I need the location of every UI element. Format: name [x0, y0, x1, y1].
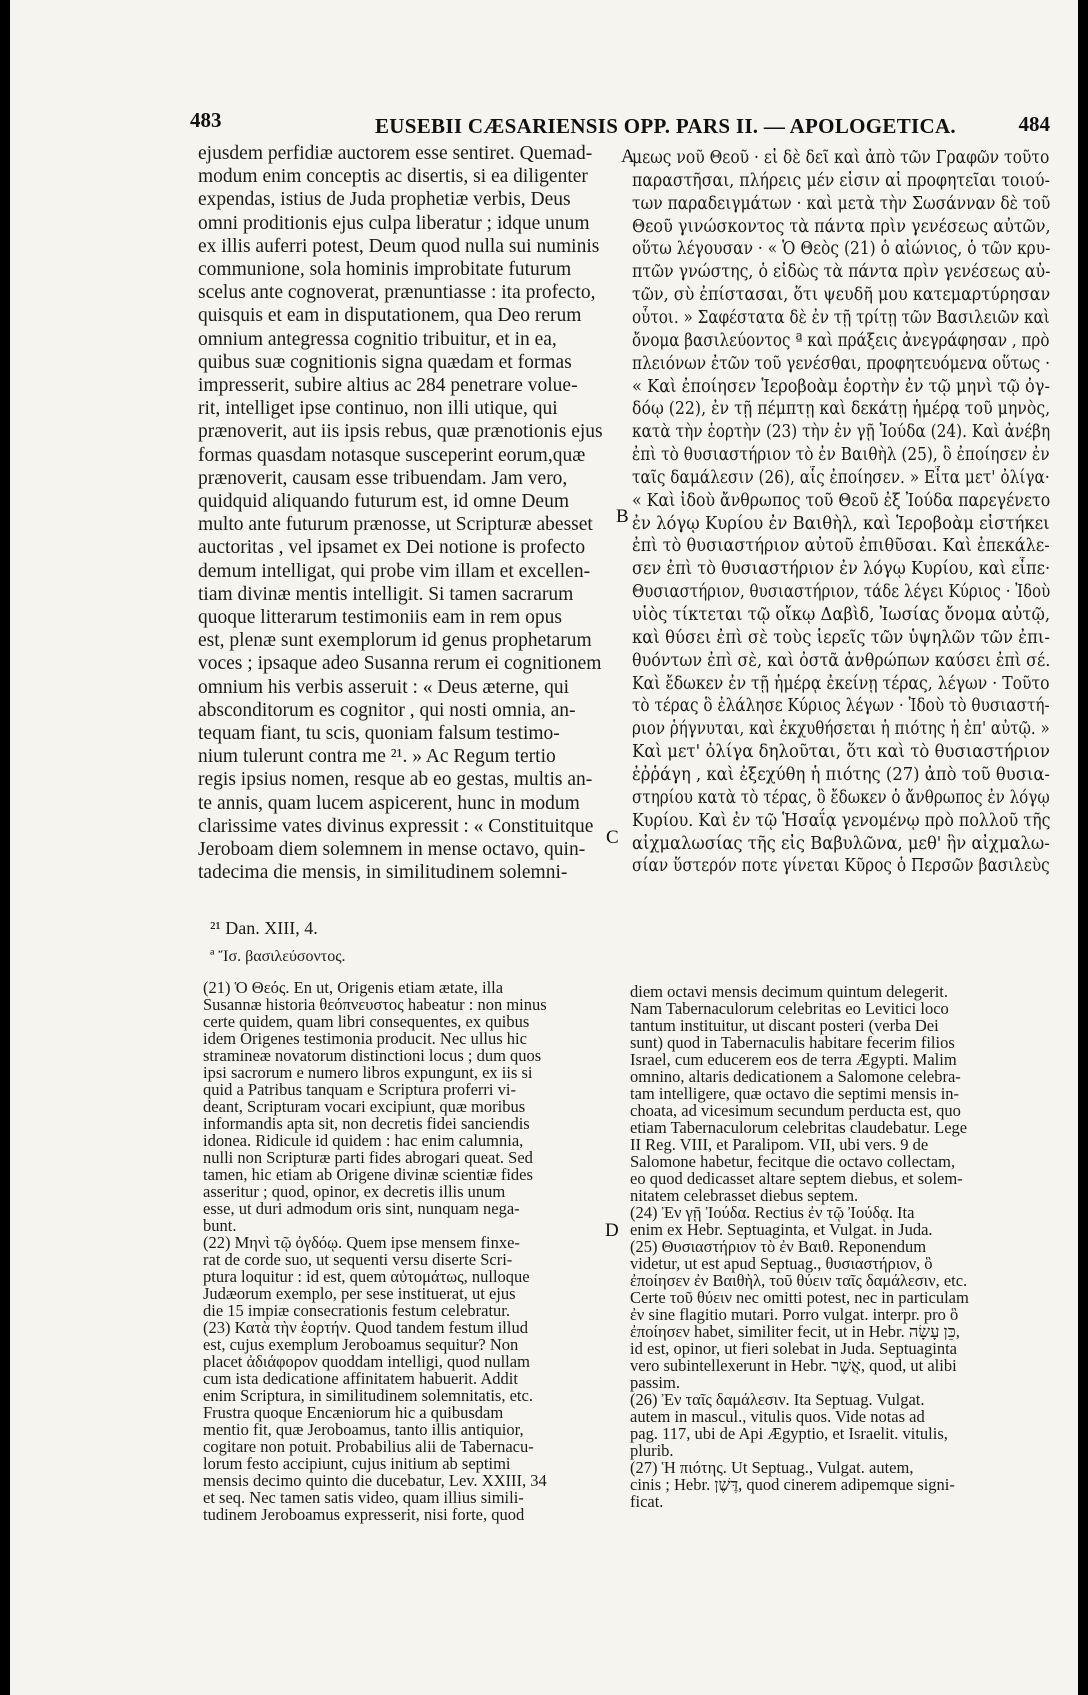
footnote-ref-dan: ²¹ Dan. XIII, 4. [210, 918, 318, 938]
note-line: cogitare non potuit. Probabilius alii de Tabernacu- [203, 1437, 534, 1456]
latin-text-line: communione, sola hominis improbitate futurum [198, 259, 572, 280]
greek-text-line: μεως νοῦ Θεοῦ · εἰ δὲ δεῖ καὶ ἀπὸ τῶν Γραφῶν τοῦτο [632, 148, 1050, 168]
note-line: certe quidem, quam libri consequentes, ex quibus [203, 1012, 530, 1031]
latin-text-line: omni proditionis ejus culpa liberatur ; idque unum [198, 212, 590, 234]
note-line: Judæorum exemplo, per sese instituerat, ut ejus [203, 1284, 516, 1303]
note-line: (27) Ἡ πιότης. Ut Septuag., Vulgat. autem, [630, 1458, 914, 1477]
note-line: informandis apta sit, non decretis fidei sanciendis [203, 1114, 530, 1133]
greek-text-line: Θεοῦ γινώσκοντος τὰ πάντα πρὶν γενέσεως αὐτῶν, [632, 216, 1051, 237]
note-line: enim Scriptura, in similitudinem solemnitatis, etc. [203, 1386, 533, 1405]
note-line: plurib. [630, 1441, 674, 1460]
note-line: pag. 117, ubi de Api Ægyptio, et Israelit. vitulis, [630, 1424, 948, 1443]
latin-text-line: voces ; ipsaque adeo Susanna rerum ei cognitionem [198, 653, 602, 675]
greek-text-line: Κυρίου. Καὶ ἐν τῷ Ἡσαΐᾳ γενομένῳ πρὸ πολλοῦ τῆς [632, 810, 1051, 831]
greek-text-line: ἐν λόγῳ Κυρίου ἐν Βαιθὴλ, καὶ Ἱεροβοὰμ εἱστήκει [632, 513, 1050, 534]
latin-text-line: quoque litterarum testimoniis eam in rem opus [198, 607, 562, 628]
greek-text-line: ἐπὶ τὸ θυσιαστήριον αὐτοῦ ἐπιθῦσαι. Καὶ ἐπεκάλε- [632, 536, 1050, 557]
left-page-number: 483 [190, 108, 222, 132]
note-line: Susannæ historia θεόπνευστος habeatur : non minus [203, 995, 547, 1014]
note-line: asseritur ; quod, opinor, ex decretis illis unum [203, 1182, 506, 1201]
note-line: esse, ut duri admodum oris sint, nunquam nega- [203, 1199, 520, 1218]
greek-text-line: « Καὶ ἐποίησεν Ἱεροβοὰμ ἑορτὴν ἐν τῷ μηνὶ τῷ ὀγ- [632, 376, 1050, 397]
greek-text-line: ἐπὶ τὸ θυσιαστήριον τὸ ἐν Βαιθὴλ (25), ὃ ἐποίησεν ἐν [632, 445, 1050, 466]
note-line: ptura loquitur : id est, quem αὐτομάτως, nulloque [203, 1267, 530, 1286]
greek-text-line: αἰχμαλωσίας τῆς εἰς Βαβυλῶνα, μεθ' ἣν αἰχμαλω- [632, 833, 1050, 854]
latin-text-line: te annis, quam lucem aspicerent, hunc in modum [198, 792, 580, 814]
note-line: vero subintellexerunt in Hebr. אֲשֶׁר, quod, ut alibi [630, 1356, 957, 1375]
latin-text-line: auctoritas , vel ipsamet ex Dei notione is profecto [198, 537, 586, 559]
latin-text-line: formas quasdam notasque susceperint eorum,quæ [198, 444, 586, 466]
latin-text-line: quibus suæ cognitionis signa quædam et formas [198, 351, 572, 373]
note-line: nitatem celebrasset diebus septem. [630, 1186, 859, 1205]
latin-text-line: quidquid aliquando futurum est, id omne Deum [198, 491, 569, 512]
greek-text-line: καὶ θύσει ἐπὶ σὲ τοὺς ἱερεῖς τῶν ὑψηλῶν τῶν ἐπι- [632, 627, 1050, 648]
greek-text-line: Καὶ ἔδωκεν ἐν τῇ ἡμέρᾳ ἐκείνῃ τέρας, λέγων · Τοῦτο [632, 673, 1050, 694]
latin-text-line: multo ante futurum prænosse, ut Scripturæ abesset [198, 514, 593, 536]
greek-text-line: πλειόνων ἐτῶν τοῦ γενέσθαι, προφητευόμενα οὕτως · [632, 353, 1050, 374]
note-line: videtur, ut est apud Septuag., θυσιαστήριον, ὃ [630, 1254, 933, 1273]
latin-text-line: modum enim conceptis ac disertis, si ea diligenter [198, 166, 588, 188]
latin-text-line: quisquis et eam in disputationem, qua Deo rerum [198, 305, 582, 327]
margin-marker-b: B [616, 506, 629, 527]
note-line: etiam Tabernaculorum celebritas claudebatur. Lege [630, 1118, 968, 1137]
latin-text-line: clarissime vates divinus expressit : « Constituitque [198, 815, 594, 837]
note-line: mentio fit, quæ Jeroboamus, tanto illis antiquior, [203, 1420, 524, 1439]
greek-text-line: κατὰ τὴν ἑορτὴν (23) τὴν ἐν γῇ Ἰούδα (24). Καὶ ἀνέβη [632, 422, 1051, 443]
greek-text-line: « Καὶ ἰδοὺ ἄνθρωπος τοῦ Θεοῦ ἐξ Ἰούδα παρεγένετο [632, 490, 1051, 511]
latin-text-line: expendas, istius de Juda prophetiæ verbis, Deus [198, 189, 571, 211]
right-page-number: 484 [1018, 112, 1050, 136]
greek-text-line: σίαν ὕστερόν ποτε γίνεται Κῦρος ὁ Περσῶν βασιλεὺς [632, 856, 1050, 877]
latin-text-line: impresserit, subire altius ac 284 penetrare volue- [198, 375, 578, 396]
latin-text-line: tadecima die mensis, in similitudinem solemni- [198, 862, 568, 884]
greek-text-line: ριον ῥήγνυται, καὶ ἐκχυθήσεται ἡ πιότης ἡ ἐπ' αὐτῷ. » [632, 719, 1050, 740]
note-line: idonea. Ridicule id quidem : hac enim calumnia, [203, 1131, 524, 1150]
scanned-page [10, 0, 1078, 1695]
note-line: ficat. [630, 1492, 664, 1511]
note-line: ἐποίησεν ἐν Βαιθὴλ, τοῦ θύειν ταῖς δαμάλεσιν, etc. [630, 1271, 968, 1290]
running-header-title: EUSEBII CÆSARIENSIS OPP. PARS II. — APOLOGETICA. [375, 114, 956, 138]
note-line: Salomone habetur, fecitque die octavo collectam, [630, 1152, 956, 1171]
margin-marker-d: D [605, 1220, 619, 1241]
note-line: tantum instituitur, ut discant posteri (verba Dei [630, 1016, 939, 1035]
note-line: ipsi sacrorum e numero libros expungunt, ex iis si [203, 1063, 533, 1082]
greek-text-line: των παραδειγμάτων · καὶ μετὰ τὴν Σωσάνναν δὲ τοῦ [632, 193, 1051, 214]
note-line: die 15 impiæ consecrationis festum celebratur. [203, 1301, 510, 1320]
latin-text-line: Jeroboam diem solemnem in mense octavo, quin- [198, 839, 586, 860]
greek-text-line: ὄνομα βασιλεύοντος ª καὶ πράξεις ἀνεγράφησαν , πρὸ [632, 330, 1050, 351]
footnote-ref-variant: ª Ἴσ. βασιλεύσοντος. [210, 948, 346, 965]
note-line: Nam Tabernaculorum celebritas eo Levitici loco [630, 999, 949, 1018]
note-line: idem Origenes testimonia producit. Nec ullus hic [203, 1029, 527, 1048]
greek-text-line: τὸ τέρας ὃ ἐλάλησε Κύριος λέγων · Ἰδοὺ τὸ θυσιαστή- [632, 696, 1050, 717]
latin-text-line: tequam fiant, tu scis, quoniam falsum testimo- [198, 723, 560, 744]
greek-text-line: ἐῤῥάγη , καὶ ἐξεχύθη ἡ πιότης (27) ἀπὸ τοῦ θυσια- [632, 764, 1050, 785]
note-line: quid a Patribus tanquam e Scriptura proferri vi- [203, 1080, 516, 1099]
latin-text-line: ex illis auferri potest, Deum quod nulla sui numinis [198, 235, 600, 257]
greek-text-line: στηρίου κατὰ τὸ τέρας, ὃ ἔδωκεν ὁ ἄνθρωπος ἐν λόγῳ [632, 787, 1050, 808]
note-line: passim. [630, 1373, 680, 1392]
note-line: (22) Μηνὶ τῷ ὀγδόῳ. Quem ipse mensem finxe- [203, 1233, 520, 1252]
latin-text-line: prænoverit, aut iis ipsis rebus, quæ prænotionis ejus [198, 421, 603, 443]
latin-text-line: est, plenæ sunt exemplorum id genus prophetarum [198, 630, 592, 652]
note-line: ἐν sine flagitio mutari. Porro vulgat. interpr. pro ὃ [630, 1305, 959, 1324]
greek-text-line: ταῖς δαμάλεσιν (26), αἷς ἐποίησεν. » Εἶτα μετ' ὀλίγα· [632, 467, 1050, 488]
note-line: stramineæ novatorum distinctioni locus ; dum quos [203, 1046, 542, 1065]
greek-text-line: θυόντων ἐπὶ σὲ, καὶ ὀστᾶ ἀνθρώπων καύσει ἐπὶ σέ. [632, 650, 1051, 671]
note-line: Israel, cum educerem eos de terra Ægypti. Malim [630, 1050, 957, 1069]
note-line: eo quod dedicasset altare septem diebus, et solem- [630, 1169, 963, 1188]
note-line: et seq. Nec tamen satis video, quam illius simili- [203, 1488, 524, 1507]
note-line: lorum festo accipiunt, cujus initium ab septimi [203, 1454, 511, 1473]
note-line: tudinem Jeroboamus expresserit, nisi forte, quod [203, 1505, 525, 1524]
note-line: rat de corde suo, ut sequenti versu diserte Scri- [203, 1250, 513, 1269]
note-line: placet ἀδιάφορον quoddam intelligi, quod nullam [203, 1352, 530, 1371]
note-line: Frustra quoque Encæniorum hic a quibusdam [203, 1403, 504, 1422]
note-line: id est, opinor, ut fieri solebat in Juda. Septuaginta [630, 1339, 957, 1358]
note-line: est, cujus exemplum Jeroboamus sequitur? Non [203, 1335, 519, 1354]
note-line: (23) Κατὰ τὴν ἑορτήν. Quod tandem festum illud [203, 1318, 528, 1337]
note-line: bunt. [203, 1216, 237, 1235]
greek-text-line: παραστῆσαι, πλήρεις μέν εἰσιν αἱ προφητεῖαι τοιού- [632, 170, 1050, 191]
note-line: choata, ad vicesimum secundum perducta est, quo [630, 1101, 961, 1120]
note-line: nulli non Scripturæ parti fides abrogari queat. Sed [203, 1148, 533, 1167]
note-line: sunt) quod in Tabernaculis habitare fecerim filios [630, 1033, 955, 1052]
note-line: cinis ; Hebr. דֶּשֶׁן, quod cinerem adipemque signi- [630, 1475, 955, 1494]
greek-text-line: πτῶν γνώστης, ὁ εἰδὼς τὰ πάντα πρὶν γενέσεως αὐ- [632, 262, 1051, 283]
latin-text-line: rit, intelliget ipse continuo, non illi utique, qui [198, 398, 558, 420]
note-line: tam intelligere, quæ octavo die septimi mensis in- [630, 1084, 960, 1103]
note-line: mensis decimo quinto die ducebatur, Lev. XXIII, 34 [203, 1471, 547, 1490]
latin-text-line: tiam divinæ mentis intelligit. Si tamen sacrarum [198, 583, 574, 605]
note-line: Certe τοῦ θύειν nec omitti potest, nec in particulam [630, 1288, 969, 1307]
greek-text-line: δόῳ (22), ἐν τῇ πέμπτῃ καὶ δεκάτῃ ἡμέρᾳ τοῦ μηνὸς, [632, 399, 1051, 420]
latin-text-line: regis ipsius nomen, resque ab eo gestas, multis an- [198, 769, 593, 791]
latin-text-line: demum intelligat, qui probe vim illam et excellen- [198, 560, 591, 582]
note-line: (21) Ὁ Θεός. En ut, Origenis etiam ætate, illa [203, 978, 504, 997]
note-line: diem octavi mensis decimum quintum delegerit. [630, 982, 949, 1001]
greek-text-line: οὕτω λέγουσαν · « Ὁ Θεὸς (21) ὁ αἰώνιος, ὁ τῶν κρυ- [632, 239, 1051, 260]
note-line: autem in mascul., vitulis quos. Vide notas ad [630, 1407, 925, 1426]
latin-text-line: omnium antegressa cognitio tribuitur, et in ea, [198, 328, 557, 350]
latin-text-line: scelus ante cognoverat, prænuntiasse : ita profecto, [198, 282, 596, 304]
latin-text-line: nium tulerunt contra me ²¹. » Ac Regum tertio [198, 746, 556, 768]
note-line: tamen, hic etiam ab Origene divinæ scientiæ fides [203, 1165, 533, 1184]
note-line: (25) Θυσιαστήριον τὸ ἐν Βαιθ. Reponendum [630, 1237, 927, 1256]
margin-marker-c: C [606, 827, 619, 848]
greek-text-line: υἱὸς τίκτεται τῷ οἴκῳ Δαβὶδ, Ἰωσίας ὄνομα αὐτῷ, [632, 605, 1051, 625]
note-line: enim ex Hebr. Septuaginta, et Vulgat. in Juda. [630, 1220, 933, 1239]
latin-text-line: omnium his verbis asseruit : « Deus æterne, qui [198, 676, 569, 698]
note-line: ἐποίησεν habet, similiter fecit, ut in Hebr. כֵּן עָשָׂה, [630, 1322, 960, 1341]
note-line: (24) Ἐν γῇ Ἰούδα. Rectius ἐν τῷ Ἰούδᾳ. Ita [630, 1203, 915, 1222]
greek-text-line: τῶν, σὺ ἐπίστασαι, ὅτι ψευδῆ μου κατεμαρτύρησαν [632, 285, 1051, 306]
latin-text-line: prænoverit, causam esse tribuendam. Jam vero, [198, 467, 568, 489]
latin-text-line: ejusdem perfidiæ auctorem esse sentiret. Quemad- [198, 143, 593, 164]
latin-text-line: absconditorum es cognitor , qui nosti omnia, an- [198, 699, 576, 721]
margin-marker-a: A [621, 146, 635, 167]
note-line: II Reg. VIII, et Paralipom. VII, ubi vers. 9 de [630, 1135, 929, 1154]
greek-text-line: Καὶ μετ' ὀλίγα δηλοῦται, ὅτι καὶ τὸ θυσιαστήριον [632, 742, 1050, 763]
greek-text-line: Θυσιαστήριον, θυσιαστήριον, τάδε λέγει Κύριος · Ἰδοὺ [632, 582, 1051, 603]
note-line: deant, Scripturam vocari excipiunt, quæ moribus [203, 1097, 526, 1116]
note-line: cum ista dedicatione affinitatem habuerit. Addit [203, 1369, 518, 1388]
note-line: (26) Ἐν ταῖς δαμάλεσιν. Ita Septuag. Vulgat. [630, 1390, 925, 1409]
greek-text-line: οὗτοι. » Σαφέστατα δὲ ἐν τῇ τρίτῃ τῶν Βασιλειῶν καὶ [632, 307, 1050, 328]
note-line: omnino, altaris dedicationem a Salomone celebra- [630, 1067, 961, 1086]
greek-text-line: σεν ἐπὶ τὸ θυσιαστήριον ἐν λόγῳ Κυρίου, καὶ εἶπε· [632, 559, 1051, 580]
